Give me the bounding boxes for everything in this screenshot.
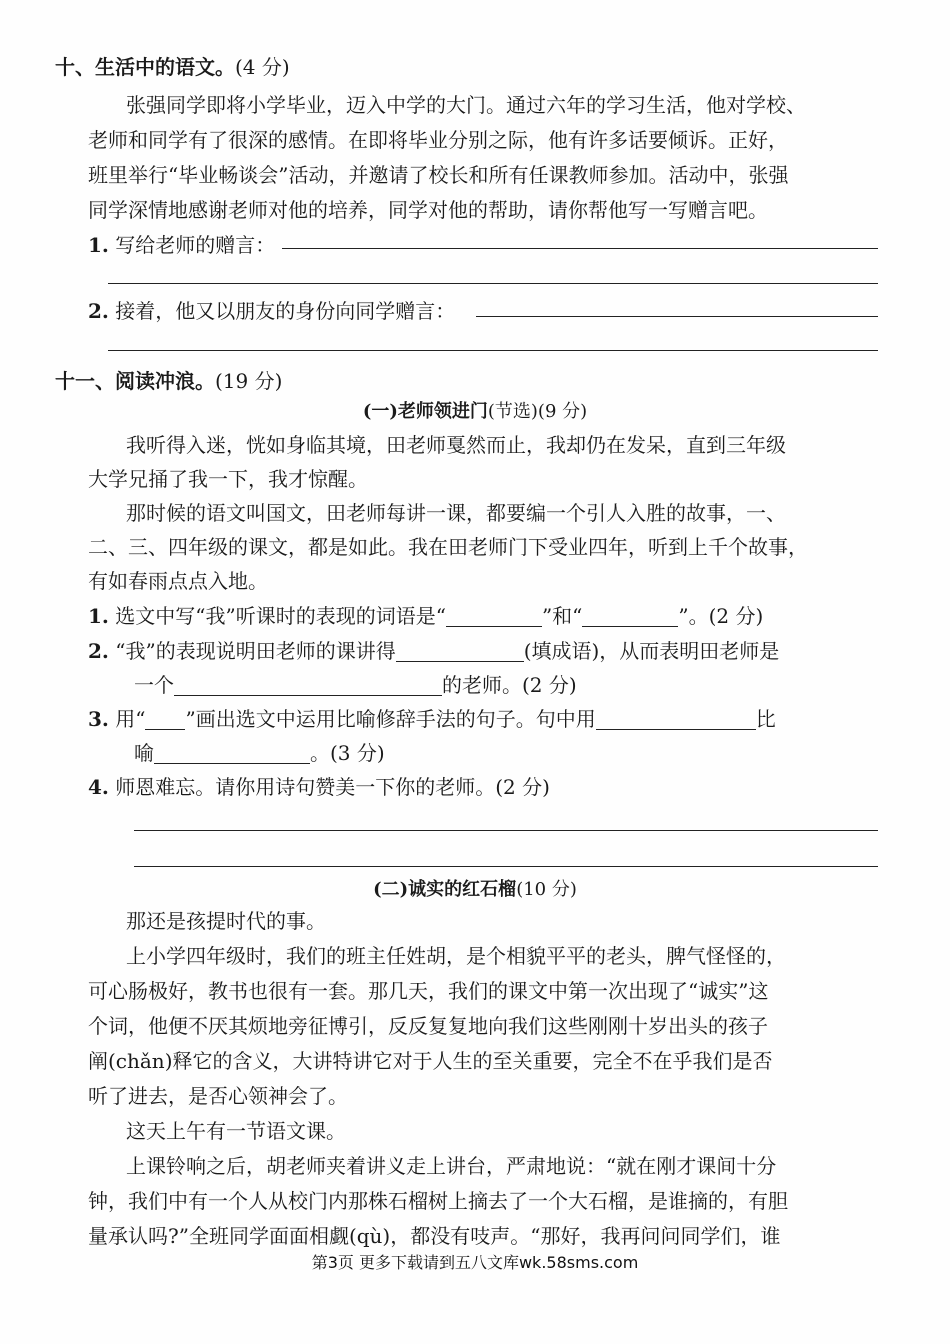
part2-para-line: 量承认吗?”全班同学面面相觑(qù)，都没有吱声。“那好，我再问问同学们，谁: [88, 1224, 781, 1248]
question-text: (填成语)，从而表明田老师是: [523, 639, 780, 663]
question-text: 。(3 分): [310, 741, 385, 765]
part1-title: [0, 398, 950, 426]
answer-line[interactable]: [476, 316, 878, 317]
question-text: 喻: [134, 741, 154, 765]
part2-note: (10 分): [516, 879, 577, 900]
answer-line[interactable]: [134, 866, 878, 867]
part2-para-line: 阐(chǎn)释它的含义，大讲特讲它对于人生的至关重要，完全不在乎我们是否: [88, 1049, 773, 1073]
answer-line[interactable]: [282, 248, 878, 249]
section10-para-line: 同学深情地感谢老师对他的培养，同学对他的帮助，请你帮他写一写赠言吧。: [88, 198, 768, 222]
question-number: 2.: [88, 639, 109, 663]
part1-para-line: 二、三、四年级的课文，都是如此。我在田老师门下受业四年，听到上千个故事，: [88, 535, 808, 559]
section11-title: 十一、阅读冲浪。: [55, 369, 215, 393]
part2-para-line: 这天上午有一节语文课。: [126, 1119, 346, 1143]
section10-para-line: 老师和同学有了很深的感情。在即将毕业分别之际，他有许多话要倾诉。正好，: [88, 128, 788, 152]
question-text: 师恩难忘。请你用诗句赞美一下你的老师。(2 分): [115, 775, 550, 799]
question-number: 3.: [88, 707, 109, 731]
section10-question-2: [88, 296, 455, 326]
question-text: 一个: [134, 673, 174, 697]
answer-line[interactable]: [108, 283, 878, 284]
fill-blank[interactable]: [174, 673, 442, 696]
section11-points: (19 分): [215, 369, 283, 393]
part1-question-2: [88, 636, 779, 666]
part1-question-3-cont: [134, 738, 385, 768]
part1-question-1: [88, 601, 763, 631]
part2-para-line: 钟，我们中有一个人从校门内那株石榴树上摘去了一个大石榴，是谁摘的，有胆: [88, 1189, 788, 1213]
part2-para-line: 上小学四年级时，我们的班主任姓胡，是个相貌平平的老头，脾气怪怪的，: [126, 944, 786, 968]
section10-para-line: 班里举行“毕业畅谈会”活动，并邀请了校长和所有任课教师参加。活动中，张强: [88, 163, 789, 187]
question-number: 2.: [88, 299, 109, 323]
section10-question-1: [88, 230, 275, 260]
section10-para-line: 张强同学即将小学毕业，迈入中学的大门。通过六年的学习生活，他对学校、: [126, 93, 806, 117]
section10-heading: [55, 52, 290, 82]
answer-line[interactable]: [134, 830, 878, 831]
part1-question-4: [88, 772, 550, 802]
fill-blank[interactable]: [446, 604, 542, 627]
fill-blank[interactable]: [396, 639, 524, 662]
fill-blank[interactable]: [582, 604, 678, 627]
part2-para-line: 可心肠极好，教书也很有一套。那几天，我们的课文中第一次出现了“诚实”这: [88, 979, 769, 1003]
part1-para-line: 大学兄捅了我一下，我才惊醒。: [88, 467, 368, 491]
part2-para-line: 那还是孩提时代的事。: [126, 909, 326, 933]
part2-title-text: (二)诚实的红石榴: [373, 879, 517, 900]
part1-para-line: 我听得入迷，恍如身临其境，田老师戛然而止，我却仍在发呆，直到三年级: [126, 433, 786, 457]
question-text: 用“: [115, 707, 146, 731]
question-number: 1.: [88, 233, 109, 257]
question-text: “我”的表现说明田老师的课讲得: [115, 639, 396, 663]
underline-sample: [145, 707, 185, 730]
fill-blank[interactable]: [154, 741, 310, 764]
part1-para-line: 有如春雨点点入地。: [88, 569, 268, 593]
section10-points: (4 分): [235, 55, 290, 79]
part2-para-line: 听了进去，是否心领神会了。: [88, 1084, 348, 1108]
part1-note: (节选)(9 分): [487, 401, 588, 422]
question-text: 选文中写“我”听课时的表现的词语是“: [115, 604, 446, 628]
question-number: 4.: [88, 775, 109, 799]
question-text: ”和“: [541, 604, 583, 628]
question-text: ”画出选文中运用比喻修辞手法的句子。句中用: [185, 707, 596, 731]
question-text: ”。(2 分): [678, 604, 764, 628]
part2-para-line: 上课铃响之后，胡老师夹着讲义走上讲台，严肃地说：“就在刚才课间十分: [126, 1154, 777, 1178]
part1-question-3: [88, 704, 776, 734]
answer-line[interactable]: [108, 350, 878, 351]
part1-question-2-cont: [134, 670, 577, 700]
question-text: 写给老师的赠言：: [115, 233, 276, 257]
section11-heading: [55, 366, 282, 396]
part2-para-line: 个词，他便不厌其烦地旁征博引，反反复复地向我们这些刚刚十岁出头的孩子: [88, 1014, 768, 1038]
part1-para-line: 那时候的语文叫国文，田老师每讲一课，都要编一个引人入胜的故事，一、: [126, 501, 786, 525]
part2-title: [0, 876, 950, 904]
part1-title-text: (一)老师领进门: [362, 401, 488, 422]
question-text: 比: [755, 707, 776, 731]
question-text: 的老师。(2 分): [442, 673, 577, 697]
question-number: 1.: [88, 604, 109, 628]
fill-blank[interactable]: [596, 707, 756, 730]
question-text: 接着，他又以朋友的身份向同学赠言：: [115, 299, 456, 323]
section10-title: 十、生活中的语文。: [55, 55, 235, 79]
page-footer: 第3页 更多下载请到五八文库wk.58sms.com: [311, 1253, 639, 1272]
